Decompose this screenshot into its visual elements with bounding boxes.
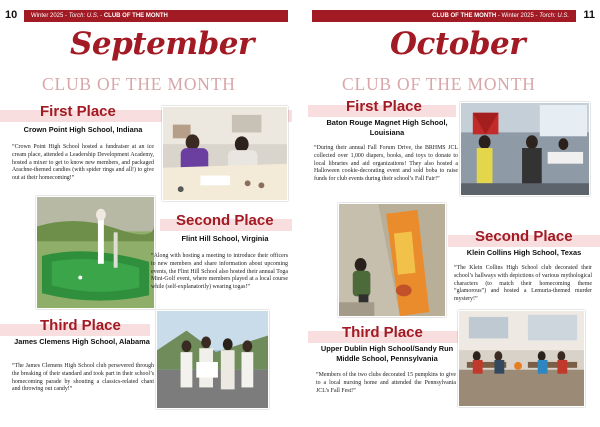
first-place-description: “During their annual Fall Forum Drive, the BRHMS JCL collected over 1,000 diapers, books, and toys to donate to local libraries and aid organizations! They also hosted a Halloween cookie-decorating event and sold boba to raise funds for club events during their school’s Fall Fair!” xyxy=(314,145,458,183)
club-of-the-month-title: CLUB OF THE MONTH xyxy=(42,74,236,94)
month-title: October xyxy=(390,26,526,62)
first-place-school: Baton Rouge Magnet High School, Louisiana xyxy=(326,118,448,137)
third-place-school: James Clemens High School, Alabama xyxy=(14,337,150,346)
fall-fair-photo xyxy=(461,103,589,195)
third-place-photo xyxy=(156,310,269,409)
third-place-photo xyxy=(458,310,585,407)
left-page xyxy=(0,0,292,427)
header-separator: - xyxy=(63,13,69,19)
pumpkin-decorating-photo xyxy=(459,311,584,406)
running-header xyxy=(24,10,288,22)
header-section: CLUB OF THE MONTH xyxy=(103,13,168,19)
third-place-heading: Third Place xyxy=(342,324,423,341)
header-section: CLUB OF THE MONTH xyxy=(432,13,497,19)
month-title: September xyxy=(70,26,254,62)
hallway-mural-photo xyxy=(339,204,445,316)
second-place-school: Klein Collins High School, Texas xyxy=(466,248,582,257)
first-place-heading: First Place xyxy=(40,103,116,120)
header-publication: Torch: U.S. xyxy=(539,13,569,19)
running-header xyxy=(312,10,576,22)
right-page xyxy=(308,0,600,427)
second-place-heading: Second Place xyxy=(475,228,573,245)
first-place-photo xyxy=(460,102,590,196)
first-place-description: “Crown Point High School hosted a fundraiser at an ice cream place, attended a Leadership Development Academy, hosted a mixer to get to know new members, and packaged Arachne-themed candies (with spider rings and all!) to give out at their homecoming!” xyxy=(12,144,154,182)
header-issue: Winter 2025 xyxy=(31,13,64,19)
header-issue: Winter 2025 xyxy=(501,13,534,19)
third-place-heading: Third Place xyxy=(40,317,121,334)
second-place-photo xyxy=(36,196,155,309)
header-separator: - xyxy=(98,13,104,19)
second-place-description: “Along with hosting a meeting to introduce their officers to new members and share information about upcoming events, the Flint Hill School also hosted their annual Toga Mini-Golf event, where members played at a local course while (self-explanatorily) wearing togas!” xyxy=(151,253,288,291)
club-of-the-month-title: CLUB OF THE MONTH xyxy=(342,74,536,94)
second-place-description: “The Klein Collins High School club decorated their school’s hallways with depictions of various mythological characters (to match their homecoming theme “glamorous”) and hosted a Lemuria-themed murder mystery!” xyxy=(454,265,592,303)
first-place-heading: First Place xyxy=(346,98,422,115)
page-number: 10 xyxy=(5,9,18,21)
third-place-school: Upper Dublin High School/Sandy Run Middle School, Pennsylvania xyxy=(320,344,454,363)
second-place-photo xyxy=(338,203,446,317)
second-place-heading: Second Place xyxy=(176,212,274,229)
mini-golf-photo xyxy=(37,197,154,308)
third-place-description: “Members of the two clubs decorated 15 pumpkins to give to a local nursing home and attended the Pennsylvania JCL’s Fall Fest!” xyxy=(316,372,456,394)
third-place-description: “The James Clemens High School club persevered through the breaking of their standard and took part in their school’s homecoming parade by shouting a classics-related chant and throwing out candy!” xyxy=(12,363,154,393)
page-number: 11 xyxy=(583,9,595,21)
first-place-school: Crown Point High School, Indiana xyxy=(23,125,143,134)
first-place-photo xyxy=(162,106,288,201)
homecoming-parade-photo xyxy=(157,311,268,408)
club-meeting-photo xyxy=(163,107,287,200)
header-separator: - xyxy=(496,13,502,19)
header-separator: - xyxy=(533,13,540,19)
second-place-school: Flint Hill School, Virginia xyxy=(181,234,269,243)
header-publication: Torch: U.S. xyxy=(68,13,99,19)
